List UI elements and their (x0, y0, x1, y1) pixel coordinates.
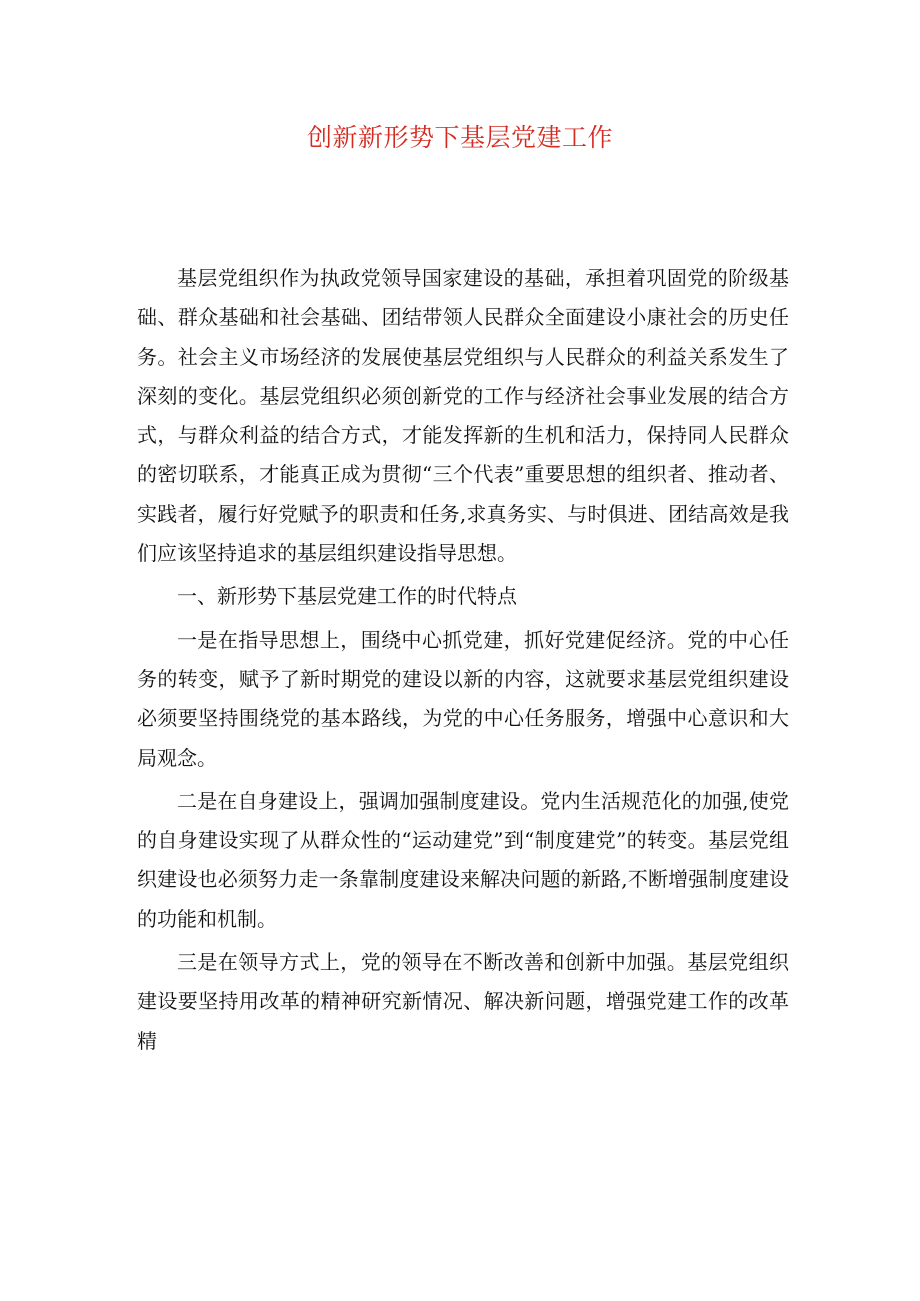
paragraph-point-three: 三是在领导方式上，党的领导在不断改善和创新中加强。基层党组织建设要坚持用改革的精神研究新情况、解决新问题，增强党建工作的改革精 (137, 950, 789, 1053)
paragraph-point-two: 二是在自身建设上，强调加强制度建设。党内生活规范化的加强,使党的自身建设实现了从群众性的“运动建党”到“制度建党”的转变。基层党组织建设也必须努力走一条靠制度建设来解决问题的新路,不断增强制度建设的功能和机制。 (137, 788, 789, 931)
section-heading: 一、新形势下基层党建工作的时代特点 (177, 584, 517, 609)
document-body (137, 259, 789, 1061)
paragraph-point-one: 一是在指导思想上，围绕中心抓党建，抓好党建促经济。党的中心任务的转变，赋予了新时期党的建设以新的内容，这就要求基层党组织建设必须要坚持围绕党的基本路线，为党的中心任务服务，增强中心意识和大局观念。 (137, 627, 789, 770)
document-title: 创新新形势下基层党建工作 (306, 123, 613, 152)
paragraph-intro: 基层党组织作为执政党领导国家建设的基础，承担着巩固党的阶级基础、群众基础和社会基础、团结带领人民群众全面建设小康社会的历史任务。社会主义市场经济的发展使基层党组织与人民群众的利益关系发生了深刻的变化。基层党组织必须创新党的工作与经济社会事业发展的结合方式，与群众利益的结合方式，才能发挥新的生机和活力，保持同人民群众的密切联系，才能真正成为贯彻“三个代表”重要思想的组织者、推动者、实践者，履行好党赋予的职责和任务,求真务实、与时俱进、团结高效是我们应该坚持追求的基层组织建设指导思想。 (137, 266, 789, 566)
